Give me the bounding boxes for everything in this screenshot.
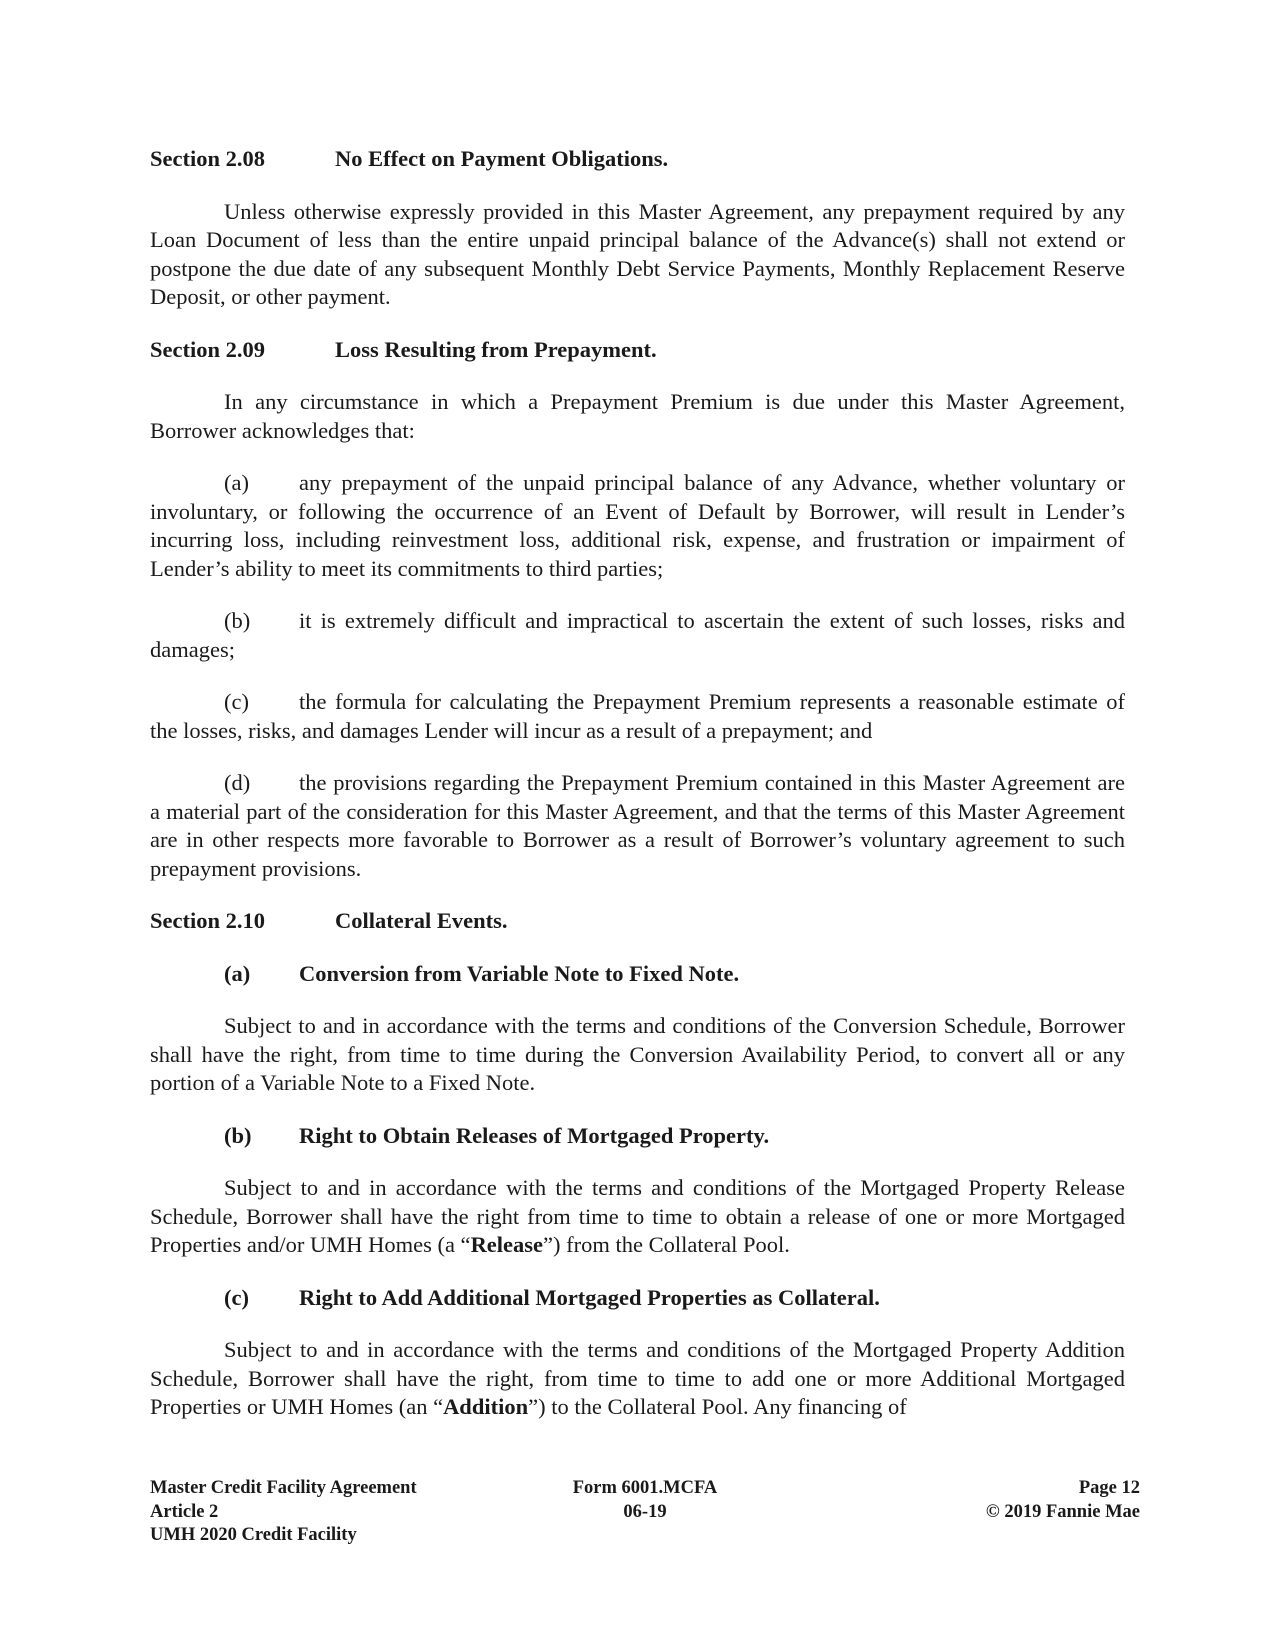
body-text: Subject to and in accordance with the terms and conditions of the Mortgaged Property Addition Schedule, Borrower shall have the right, from time to time to add one or more Additional Mortgaged Properties or UMH Homes (an “ (150, 1337, 1125, 1419)
footer-copyright: © 2019 Fannie Mae (985, 1501, 1140, 1522)
subsection-a-heading (150, 960, 1125, 989)
defined-term: Addition (443, 1394, 529, 1419)
section-number: Section 2.08 (150, 146, 265, 171)
body-text: ”) to the Collateral Pool. Any financing of (528, 1394, 907, 1419)
defined-term: Release (470, 1232, 544, 1257)
subsection-b-body (150, 1174, 1125, 1260)
body-text: ”) from the Collateral Pool. (543, 1232, 790, 1257)
section-title: No Effect on Payment Obligations. (335, 146, 669, 171)
footer-facility-name: UMH 2020 Credit Facility (150, 1525, 357, 1545)
body-text: Subject to and in accordance with the terms and conditions of the Mortgaged Property Release Schedule, Borrower shall have the right from time to time to obtain a release of one or more Mortgaged Properties and/or UMH Homes (a “ (150, 1175, 1125, 1257)
subsection-a-body: Subject to and in accordance with the terms and conditions of the Conversion Schedule, Borrower shall have the right, from time to time during the Conversion Availability Period, to convert all or any portion of a Variable Note to a Fixed Note. (150, 1013, 1125, 1095)
subsection-c-body (150, 1336, 1125, 1422)
subsection-label: (a) (224, 960, 251, 986)
section-2-09-heading (150, 336, 1125, 365)
subsection-b-heading (150, 1122, 1125, 1151)
footer-right (986, 1477, 1140, 1524)
item-label: (d) (224, 770, 251, 795)
footer-form-number: Form 6001.MCFA (572, 1478, 718, 1498)
section-2-10-heading (150, 907, 1125, 936)
item-text: any prepayment of the unpaid principal balance of any Advance, whether voluntary or involuntary, or following the occurrence of an Event of Default by Borrower, will result in Lender’s incurring loss, including reinvestment loss, additional risk, expense, and frustration or impairment of Lender’s ability to meet its commitments to third parties; (150, 470, 1125, 581)
section-title: Loss Resulting from Prepayment. (335, 336, 657, 362)
list-item-a (150, 469, 1125, 583)
item-text: the provisions regarding the Prepayment Premium contained in this Master Agreement are a material part of the consideration for this Master Agreement, and that the terms of this Master Agreement are in other respects more favorable to Borrower as a result of Borrower’s voluntary agreement to such prepayment provisions. (150, 770, 1125, 881)
subsection-title: Conversion from Variable Note to Fixed Note. (299, 960, 740, 986)
item-text: it is extremely difficult and impractical to ascertain the extent of such losses, risks and damages; (150, 608, 1125, 662)
list-item-d (150, 769, 1125, 883)
document-page (150, 145, 1125, 1422)
footer-document-title: Master Credit Facility Agreement (150, 1478, 417, 1498)
list-item-c (150, 688, 1125, 745)
footer-article: Article 2 (150, 1501, 219, 1522)
item-text: the formula for calculating the Prepayment Premium represents a reasonable estimate of the losses, risks, and damages Lender will incur as a result of a prepayment; and (150, 689, 1125, 743)
item-label: (c) (224, 689, 249, 714)
footer-page-number: Page 12 (1078, 1478, 1140, 1498)
item-label: (b) (224, 608, 251, 633)
section-2-08-heading (150, 145, 1125, 174)
section-number: Section 2.10 (150, 908, 265, 933)
list-item-b (150, 607, 1125, 664)
footer-center (530, 1477, 760, 1524)
subsection-label: (c) (224, 1284, 249, 1310)
subsection-title: Right to Obtain Releases of Mortgaged Property. (299, 1122, 770, 1148)
subsection-label: (b) (224, 1122, 252, 1148)
item-label: (a) (224, 470, 249, 495)
section-2-09-intro: In any circumstance in which a Prepayment Premium is due under this Master Agreement, Borrower acknowledges that: (150, 389, 1125, 443)
subsection-title: Right to Add Additional Mortgaged Properties as Collateral. (299, 1284, 880, 1310)
subsection-c-heading (150, 1284, 1125, 1313)
section-number: Section 2.09 (150, 336, 265, 362)
footer-form-date: 06-19 (623, 1501, 667, 1522)
section-title: Collateral Events. (335, 908, 508, 933)
footer-left (150, 1477, 417, 1548)
section-2-08-body: Unless otherwise expressly provided in this Master Agreement, any prepayment required by any Loan Document of less than the entire unpaid principal balance of the Advance(s) shall not extend or postpone the due date of any subsequent Monthly Debt Service Payments, Monthly Replacement Reserve Deposit, or other payment. (150, 198, 1125, 309)
